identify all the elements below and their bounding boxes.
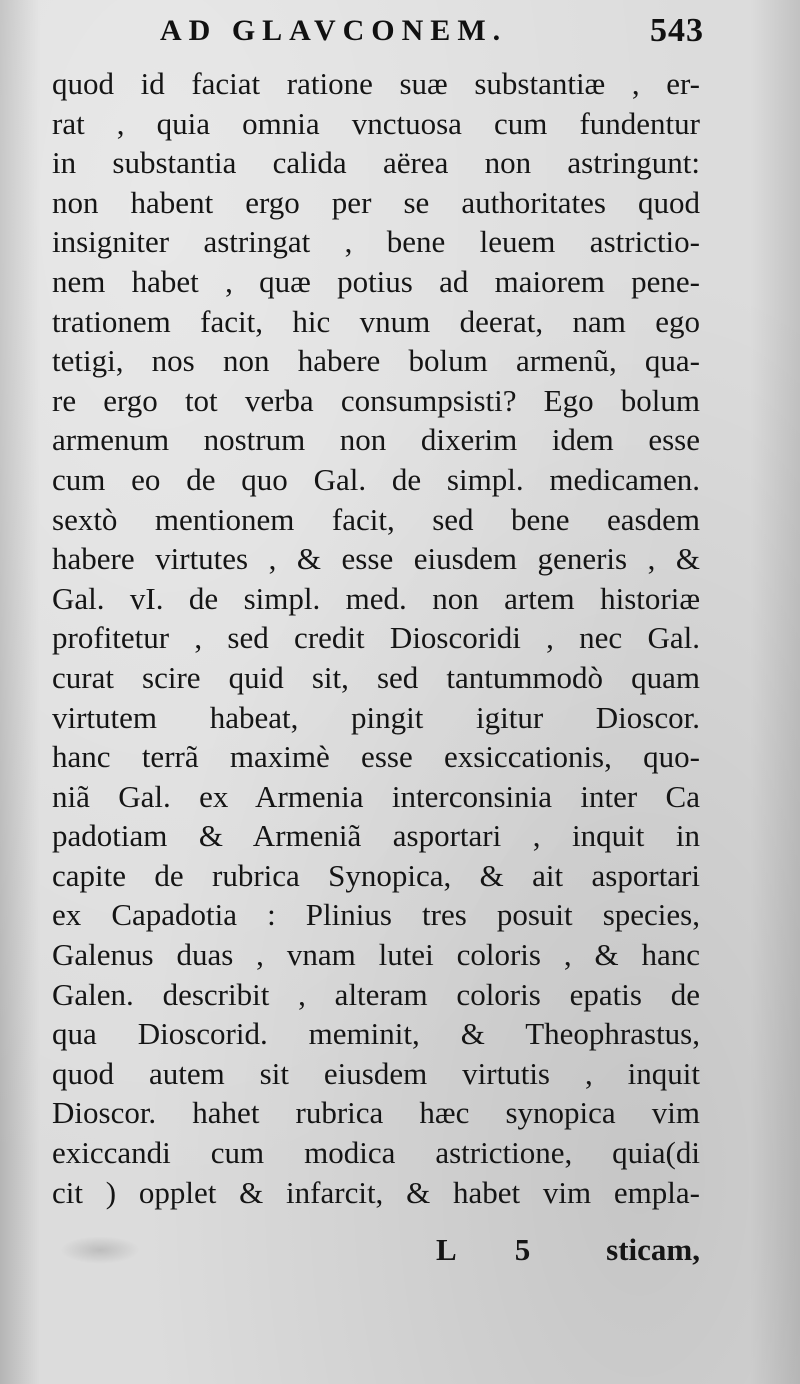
text-line: virtutem habeat, pingit igitur Dioscor. <box>52 699 700 735</box>
catchword: sticam, <box>606 1232 700 1267</box>
signature-mark: L 5 <box>436 1232 557 1267</box>
text-line: tetigi, nos non habere bolum armenũ, qua- <box>52 343 700 379</box>
page-footer <box>52 1232 700 1276</box>
text-line: padotiam & Armeniã asportari , inquit in <box>52 818 700 854</box>
page-number: 543 <box>650 12 704 49</box>
body-text <box>52 64 700 1212</box>
running-title: AD GLAVCONEM. <box>160 14 508 47</box>
text-line: Galenus duas , vnam lutei coloris , & hanc <box>52 937 700 973</box>
text-line: Gal. vI. de simpl. med. non artem historiæ <box>52 580 700 616</box>
text-line: quod autem sit eiusdem virtutis , inquit <box>52 1055 700 1091</box>
text-line: trationem facit, hic vnum deerat, nam ego <box>52 303 700 339</box>
text-line: non habent ergo per se authoritates quod <box>52 184 700 220</box>
text-line: profitetur , sed credit Dioscoridi , nec Gal. <box>52 620 700 656</box>
running-header <box>0 6 800 58</box>
text-line: rat , quia omnia vnctuosa cum fundentur <box>52 105 700 141</box>
text-line: nem habet , quæ potius ad maiorem pene- <box>52 263 700 299</box>
text-line: cum eo de quo Gal. de simpl. medicamen. <box>52 461 700 497</box>
text-line: qua Dioscorid. meminit, & Theophrastus, <box>52 1016 700 1052</box>
text-line: habere virtutes , & esse eiusdem generis , & <box>52 541 700 577</box>
text-line: hanc terrã maximè esse exsiccationis, quo- <box>52 739 700 775</box>
text-line: cit ) opplet & infarcit, & habet vim empla- <box>52 1174 700 1210</box>
text-line: curat scire quid sit, sed tantummodò quam <box>52 659 700 695</box>
text-line: capite de rubrica Synopica, & ait asportari <box>52 857 700 893</box>
text-line: Dioscor. hahet rubrica hæc synopica vim <box>52 1095 700 1131</box>
text-line: exiccandi cum modica astrictione, quia(di <box>52 1135 700 1171</box>
text-line: re ergo tot verba consumpsisti? Ego bolum <box>52 382 700 418</box>
text-line: in substantia calida aërea non astringunt: <box>52 145 700 181</box>
text-line: niã Gal. ex Armenia interconsinia inter Ca <box>52 778 700 814</box>
text-line: armenum nostrum non dixerim idem esse <box>52 422 700 458</box>
text-line: sextò mentionem facit, sed bene easdem <box>52 501 700 537</box>
text-line: ex Capadotia : Plinius tres posuit species, <box>52 897 700 933</box>
text-line: insigniter astringat , bene leuem astrictio- <box>52 224 700 260</box>
text-line: quod id faciat ratione suæ substantiæ , er- <box>52 66 700 101</box>
text-line: Galen. describit , alteram coloris epatis de <box>52 976 700 1012</box>
